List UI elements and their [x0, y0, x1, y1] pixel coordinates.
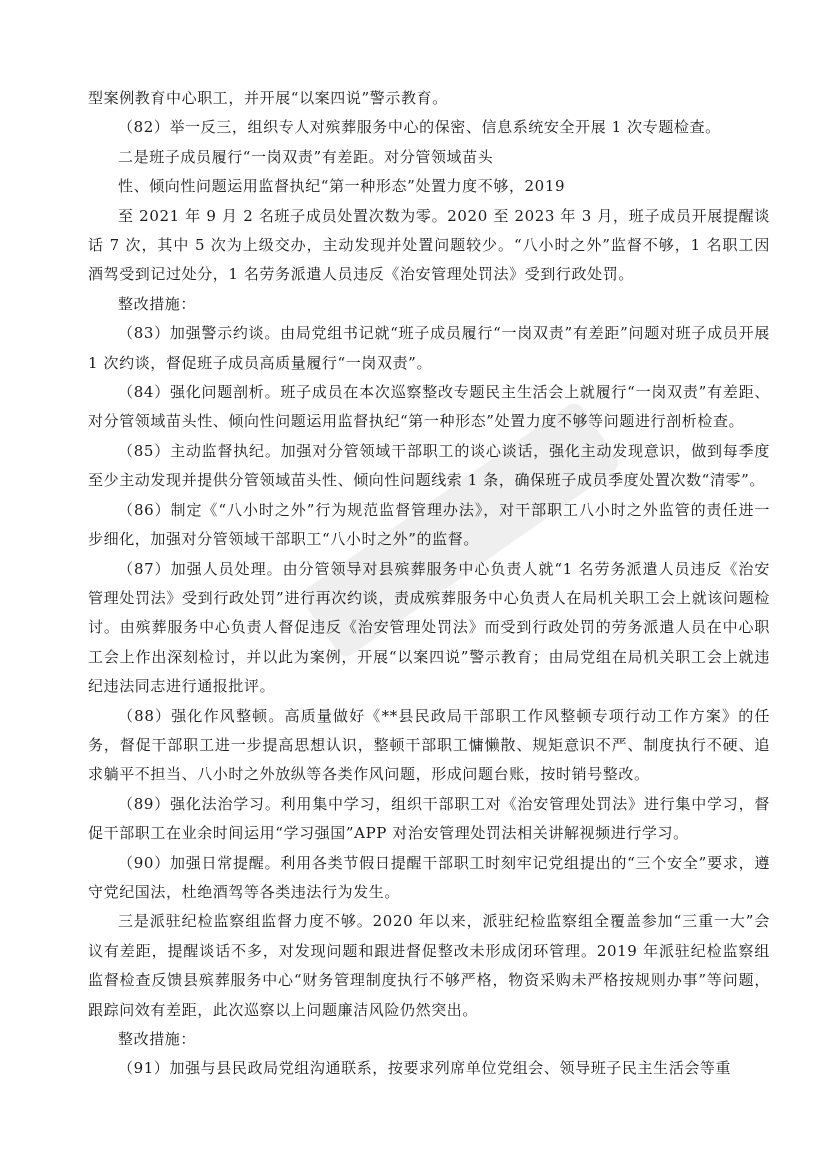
paragraph-item-89: （89）强化法治学习。利用集中学习，组织干部职工对《治安管理处罚法》进行集中学习，督促干部职工在业余时间运用“学习强国”APP 对治安管理处罚法相关讲解视频进行学习。: [88, 794, 770, 843]
paragraph-item-84: （84）强化问题剖析。班子成员在本次巡察整改专题民主生活会上就履行“一岗双责”有差距、对分管领域苗头性、倾向性问题运用监督执纪“第一种形态”处置力度不够等问题进行剖析检查。: [88, 383, 770, 431]
paragraph-item-82: （82）举一反三，组织专人对殡葬服务中心的保密、信息系统安全开展 1 次专题检查。: [118, 118, 721, 137]
paragraph-item-87: （87）加强人员处理。由分管领导对县殡葬服务中心负责人就“1 名劳务派遣人员违反《治安管理处罚法》受到行政处罚”进行再次约谈，责成殡葬服务中心负责人在局机关职工会上就该问题检讨。由殡葬服务中心负责人督促违反《治安管理处罚法》而受到行政处罚的劳务派遣人员在中心职工会上作出深刻检讨，并以此为案例，开展“以案四说”警示教育；由局党组在局机关职工会上就违纪违法同志进行通报批评。: [88, 559, 770, 696]
paragraph-line: 性、倾向性问题运用监督执纪“第一种形态”处置力度不够，2019: [118, 177, 566, 196]
measures-heading: 整改措施：: [118, 1030, 197, 1048]
paragraph-item-86: （86）制定《“八小时之外”行为规范监督管理办法》，对干部职工八小时之外监管的责任进一步细化，加强对分管领域干部职工“八小时之外”的监督。: [88, 500, 770, 549]
paragraph-item-90: （90）加强日常提醒。利用各类节假日提醒干部职工时刻牢记党组提出的“三个安全”要求，遵守党纪国法，杜绝酒驾等各类违法行为发生。: [88, 853, 770, 901]
paragraph-problem-2: 至 2021 年 9 月 2 名班子成员处置次数为零。2020 至 2023 年 3 月，班子成员开展提醒谈话 7 次，其中 5 次为上级交办，主动发现并处置问题较少。“八小时之外”监督不够，1 名职工因酒驾受到记过处分，1 名劳务派遣人员违反《治安管理处罚法》受到行政处罚。: [88, 206, 770, 284]
paragraph-item-85: （85）主动监督执纪。加强对分管领域干部职工的谈心谈话，强化主动发现意识，做到每季度至少主动发现并提供分管领域苗头性、倾向性问题线索 1 条，确保班子成员季度处置次数“清零”。: [88, 441, 770, 490]
paragraph-item-83: （83）加强警示约谈。由局党组书记就“班子成员履行“一岗双责”有差距”问题对班子成员开展 1 次约谈，督促班子成员高质量履行“一岗双责”。: [88, 324, 770, 372]
paragraph-continuation: 型案例教育中心职工，并开展“以案四说”警示教育。: [88, 89, 448, 107]
paragraph-item-88: （88）强化作风整顿。高质量做好《**县民政局干部职工作风整顿专项行动工作方案》的任务，督促干部职工进一步提高思想认识，整顿干部职工慵懒散、规矩意识不严、制度执行不硬、追求躺平不担当、八小时之外放纵等各类作风问题，形成问题台账，按时销号整改。: [88, 706, 770, 784]
document-body: [88, 84, 770, 1084]
paragraph-item-91: （91）加强与县民政局党组沟通联系，按要求列席单位党组会、领导班子民主生活会等重: [118, 1059, 732, 1078]
section-heading-2: 二是班子成员履行“一岗双责”有差距。对分管领域苗头: [118, 147, 494, 166]
measures-heading: 整改措施：: [118, 294, 197, 313]
section-heading-3: 三是派驻纪检监察组监督力度不够。2020 年以来，派驻纪检监察组全覆盖参加“三重一大”会议有差距，提醒谈话不多，对发现问题和跟进督促整改未形成闭环管理。2019 年派驻纪检监察组监督检查反馈县殡葬服务中心“财务管理制度执行不够严格，物资采购未严格按规则办事”等问题，跟踪问效有差距，此次巡察以上问题廉洁风险仍然突出。: [88, 912, 770, 1019]
